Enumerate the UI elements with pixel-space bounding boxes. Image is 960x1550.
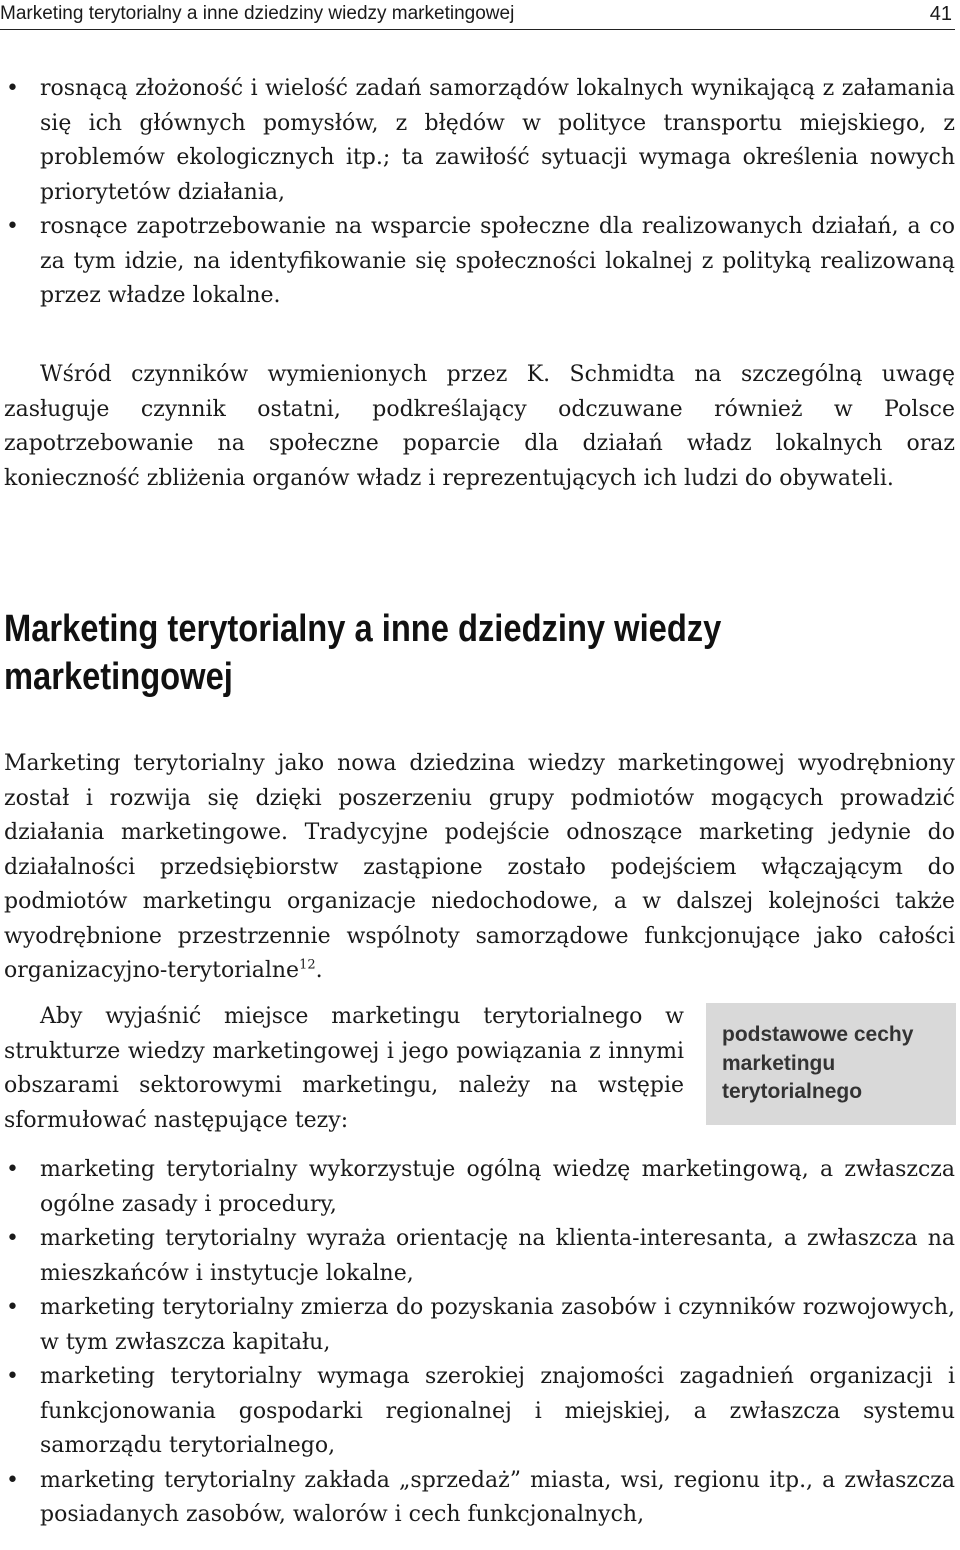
list-item: • marketing terytorialny zmierza do pozyskania zasobów i czynników rozwojowych, w tym zwłaszcza kapitału, xyxy=(0,1291,955,1360)
sidebar-note: podstawowe cechy marketingu terytorialnego xyxy=(722,1023,914,1103)
footnote-ref: 12 xyxy=(299,957,316,973)
section-title: Marketing terytorialny a inne dziedziny wiedzy marketingowej xyxy=(4,608,722,698)
list-item: • marketing terytorialny wykorzystuje ogólną wiedzę marketingową, a zwłaszcza ogólne zasady i procedury, xyxy=(0,1153,955,1222)
page-number: 41 xyxy=(929,3,952,25)
section-intro-end: . xyxy=(315,958,323,983)
theses-intro-paragraph: Aby wyjaśnić miejsce marketingu terytorialnego w strukturze wiedzy marketingowej i jego powiązania z innymi obszarami sektorowymi marketingu, należy na wstępie sformułować następujące tezy: xyxy=(4,1004,684,1133)
sidebar-note-box xyxy=(706,1003,956,1125)
theses-bullet-list xyxy=(0,1153,955,1533)
list-item: • marketing terytorialny wyraża orientację na klienta-interesanta, a zwłaszcza na mieszkańców i instytucje lokalne, xyxy=(0,1222,955,1291)
top-bullet-list xyxy=(0,72,955,314)
list-item: • marketing terytorialny wymaga szerokiej znajomości zagadnień organizacji i funkcjonowania gospodarki regionalnej i miejskiej, a zwłaszcza systemu samorządu terytorialnego, xyxy=(0,1360,955,1464)
section-intro-paragraph xyxy=(4,747,955,989)
list-item: • marketing terytorialny zakłada „sprzedaż” miasta, wsi, regionu itp., a zwłaszcza posiadanych zasobów, walorów i cech funkcjonalnych, xyxy=(0,1464,955,1533)
list-item: • rosnące zapotrzebowanie na wsparcie społeczne dla realizowanych działań, a co za tym idzie, na identyfikowanie się społeczności lokalnej z polityką realizowaną przez władze lokalne. xyxy=(0,210,955,314)
list-item: • rosnącą złożoność i wielość zadań samorządów lokalnych wynikającą z załamania się ich głównych pomysłów, z błędów w polityce transportu miejskiego, z problemów ekologicznych itp.; ta zawiłość sytuacji wymaga określenia nowych priorytetów działania, xyxy=(0,72,955,210)
running-title: Marketing terytorialny a inne dziedziny wiedzy marketingowej xyxy=(0,3,515,24)
paragraph-schmidt: Wśród czynników wymienionych przez K. Schmidta na szczególną uwagę zasługuje czynnik ostatni, podkreślający odczuwane również w Polsce zapotrzebowanie na społeczne poparcie dla działań władz lokalnych oraz konieczność zbliżenia organów władz i reprezentujących ich ludzi do obywateli. xyxy=(4,362,955,491)
running-header xyxy=(0,0,955,30)
section-intro-text: Marketing terytorialny jako nowa dziedzina wiedzy marketingowej wyodrębniony został i rozwija się dzięki poszerzeniu grupy podmiotów mogących prowadzić działania marketingowe. Tradycyjne podejście odnoszące marketing jedynie do działalności przedsiębiorstw zastąpione zostało podejściem włączającym do podmiotów marketingu organizacje niedochodowe, a w dalszej kolejności także wyodrębnione przestrzennie wspólnoty samorządowe funkcjonujące jako całości organizacyjno-terytorialne xyxy=(4,751,955,983)
